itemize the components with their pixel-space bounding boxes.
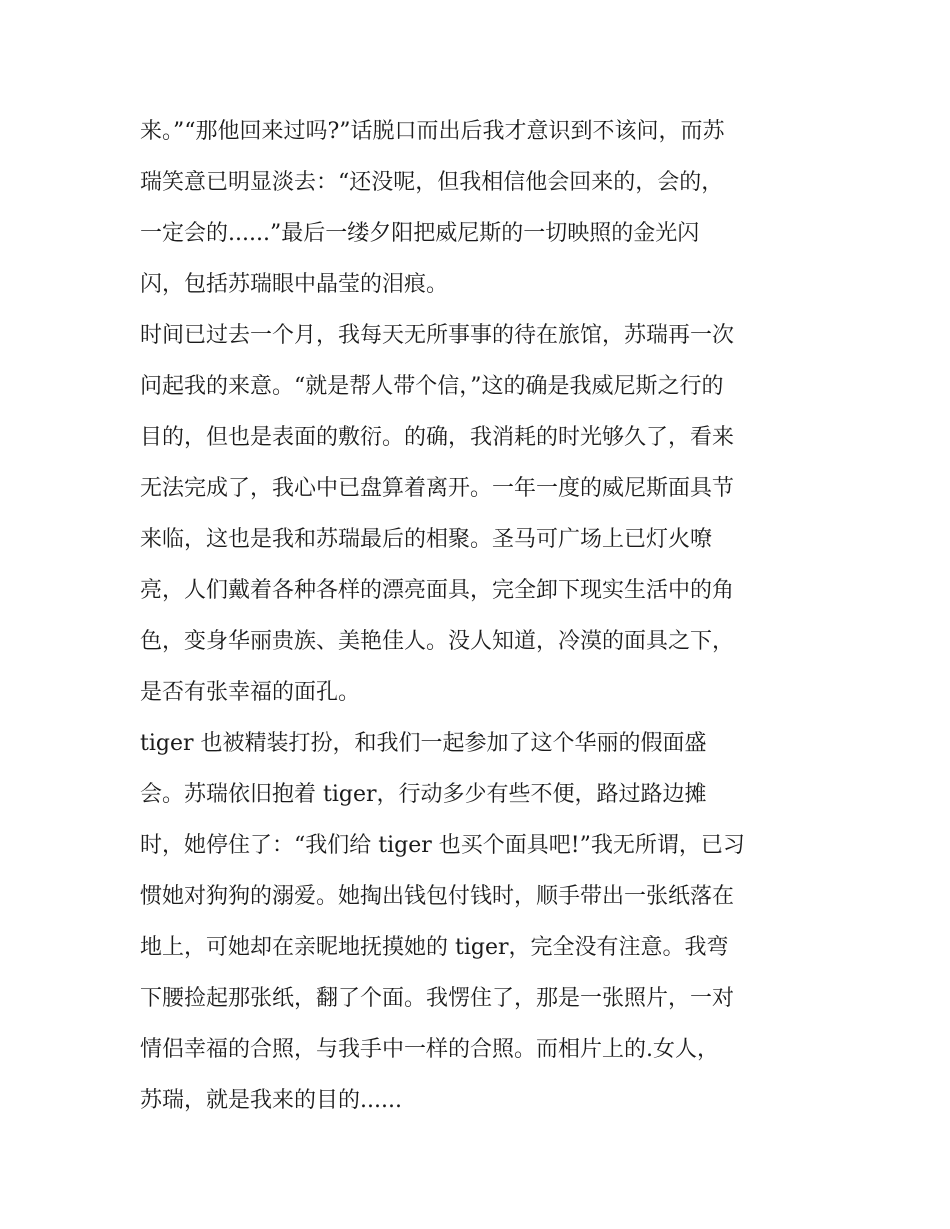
text-line: 目的，但也是表面的敷衍。的确，我消耗的时光够久了，看来 [140,425,735,450]
text-line: 是否有张幸福的面孔。 [140,680,361,705]
text-line: 来。”“那他回来过吗?”话脱口而出后我才意识到不该问，而苏 [140,119,725,144]
text-line: 情侣幸福的合照，与我手中一样的合照。而相片上的.女人， [140,1037,719,1062]
text-line: 苏瑞，就是我来的目的...... [140,1088,402,1113]
text-line: 时间已过去一个月，我每天无所事事的待在旅馆，苏瑞再一次 [140,323,735,348]
text-line: 一定会的......”最后一缕夕阳把威尼斯的一切映照的金光闪 [140,221,700,246]
text-line: 无法完成了，我心中已盘算着离开。一年一度的威尼斯面具节 [140,476,735,501]
text-line: 问起我的来意。“就是帮人带个信，”这的确是我威尼斯之行的 [140,374,724,399]
text-line: 下腰捡起那张纸，翻了个面。我愣住了，那是一张照片，一对 [140,986,735,1011]
body-text [140,106,820,1126]
text-line: 来临，这也是我和苏瑞最后的相聚。圣马可广场上已灯火嘹 [140,527,713,552]
text-line: 地上，可她却在亲昵地抚摸她的 tiger，完全没有注意。我弯 [140,935,729,960]
text-line: 会。苏瑞依旧抱着 tiger，行动多少有些不便，路过路边摊 [140,782,707,807]
text-line: 瑞笑意已明显淡去：“还没呢，但我相信他会回来的，会的， [140,170,724,195]
text-line: 时，她停住了：“我们给 tiger 也买个面具吧!”我无所谓，已习 [140,833,745,858]
text-line: 色，变身华丽贵族、美艳佳人。没人知道，冷漠的面具之下， [140,629,735,654]
text-line: 亮，人们戴着各种各样的漂亮面具，完全卸下现实生活中的角 [140,578,735,603]
text-line: 惯她对狗狗的溺爱。她掏出钱包付钱时，顺手带出一张纸落在 [140,884,735,909]
text-line: tiger 也被精装打扮，和我们一起参加了这个华丽的假面盛 [140,731,707,756]
text-line: 闪，包括苏瑞眼中晶莹的泪痕。 [140,272,449,297]
